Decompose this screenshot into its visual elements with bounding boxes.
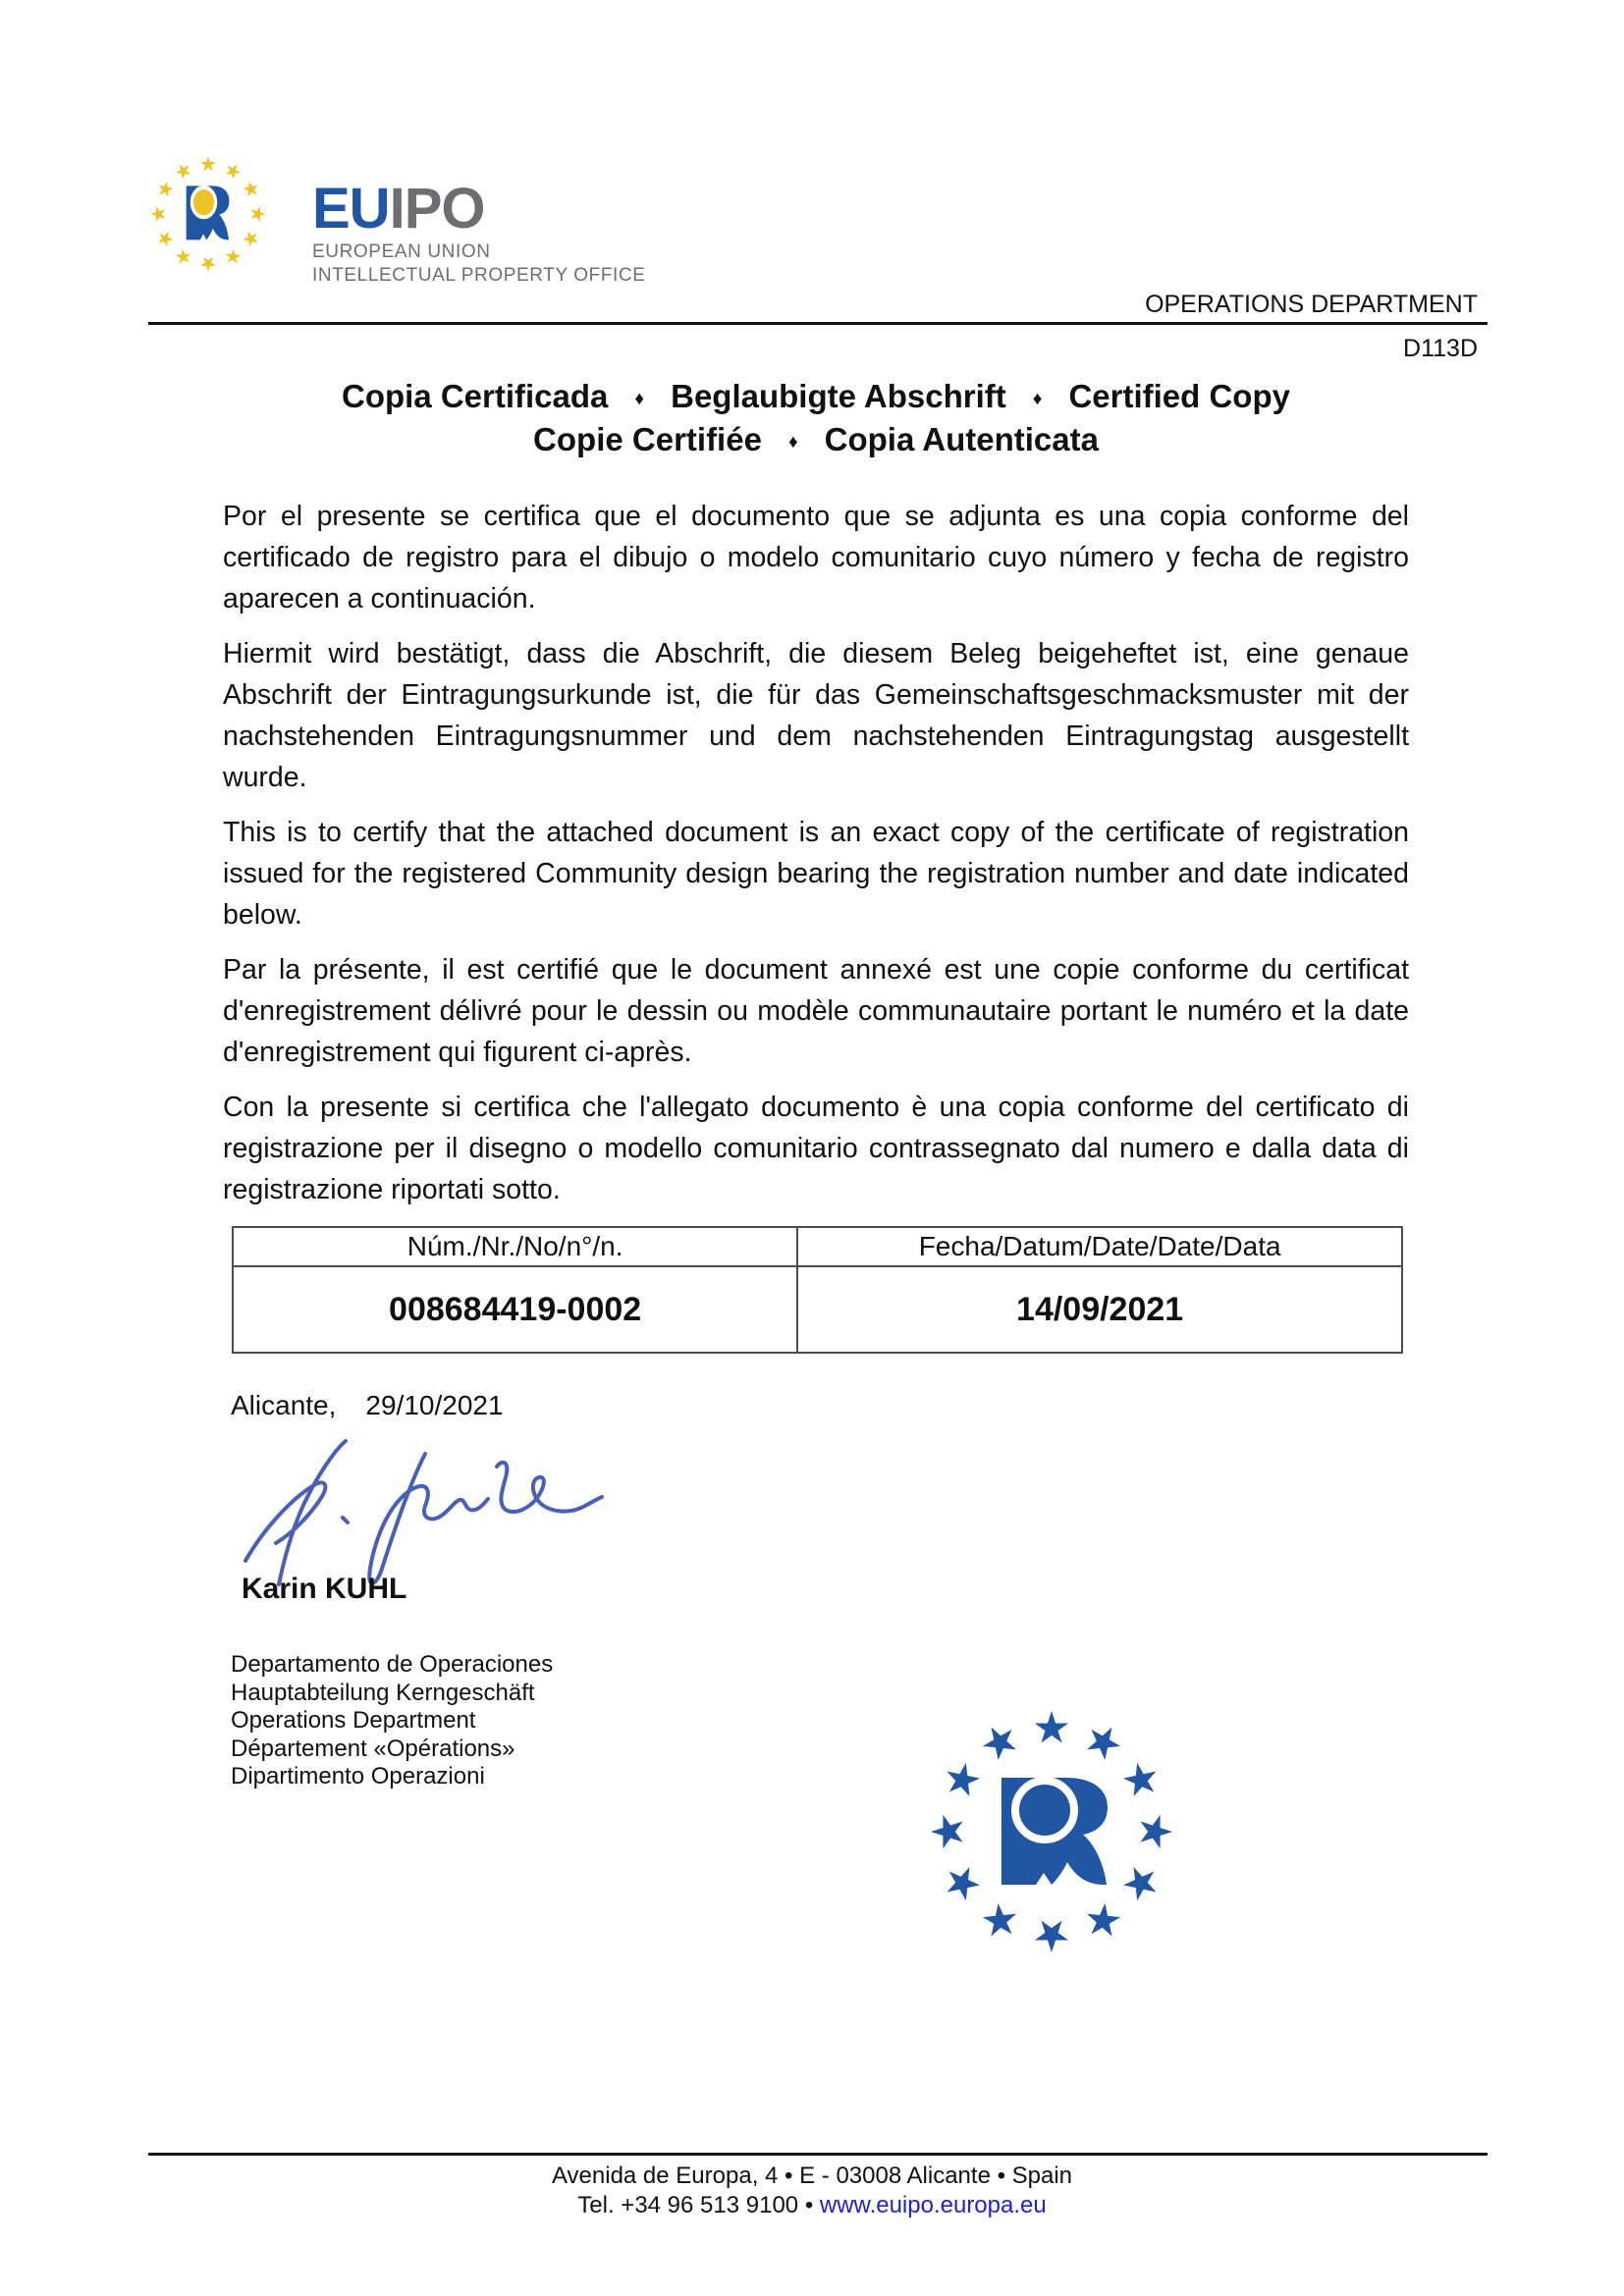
- title-de: Beglaubigte Abschrift: [671, 378, 1006, 414]
- wordmark-ipo: IPO: [389, 177, 485, 240]
- department-en: Operations Department: [231, 1707, 476, 1734]
- registration-table: [232, 1226, 1403, 1354]
- department-list: [231, 1651, 553, 1791]
- wordmark-eu: EU: [312, 177, 390, 240]
- header-rule: [148, 322, 1488, 325]
- department-it: Dipartimento Operazioni: [231, 1763, 485, 1789]
- footer-website-link[interactable]: www.euipo.europa.eu: [819, 2192, 1047, 2218]
- footer: [0, 2162, 1624, 2220]
- title-line-1: [223, 376, 1409, 419]
- form-code: D113D: [1403, 335, 1478, 362]
- footer-address: Avenida de Europa, 4 • E - 03008 Alicante • Spain: [551, 2163, 1073, 2189]
- title-en: Certified Copy: [1068, 378, 1290, 414]
- diamond-separator-icon: ♦: [1032, 389, 1043, 409]
- paragraph-english: This is to certify that the attached document is an exact copy of the certificate of registration issued for the registered Community design bearing the registration number and date indicated below.: [223, 817, 1409, 931]
- paragraph-spanish: Por el presente se certifica que el documento que se adjunta es una copia conforme del certificado de registro para el dibujo o modelo comunitario cuyo número y fecha de registro aparecen a continuación.: [223, 501, 1409, 614]
- wordmark-subline-1: EUROPEAN UNION: [312, 241, 491, 262]
- paragraph-german: Hiermit wird bestätigt, dass die Abschrift, die diesem Beleg beigeheftet ist, eine genaue Abschrift der Eintragungsurkunde ist, die für das Gemeinschaftsgeschmacksmuster mit der nachstehenden Eintragungsnummer und dem nachstehenden Eintragungstag ausgestellt wurde.: [223, 638, 1409, 793]
- footer-tel: Tel. +34 96 513 9100: [577, 2192, 799, 2218]
- diamond-separator-icon: ♦: [634, 389, 645, 409]
- registration-date-value: 14/09/2021: [797, 1266, 1402, 1353]
- title-es: Copia Certificada: [342, 378, 609, 414]
- wordmark-subline-2: INTELLECTUAL PROPERTY OFFICE: [312, 265, 646, 286]
- number-header-cell: Núm./Nr./No/n°/n.: [233, 1227, 797, 1266]
- signer-name: Karin KUHL: [242, 1573, 407, 1605]
- euipo-blue-seal-icon: [904, 1684, 1199, 1979]
- department-de: Hauptabteilung Kerngeschäft: [231, 1679, 535, 1706]
- department-header: OPERATIONS DEPARTMENT: [1145, 291, 1478, 318]
- paragraph-french: Par la présente, il est certifié que le document annexé est une copie conforme du certificat d'enregistrement délivré pour le dessin ou modèle communautaire portant le numéro et la date d'enregistrement qui figurent ci-après.: [223, 954, 1409, 1068]
- registration-number-value: 008684419-0002: [233, 1266, 797, 1353]
- paragraph-italian: Con la presente si certifica che l'allegato documento è una copia conforme del certificato di registrazione per il disegno o modello comunitario contrassegnato dal numero e dalla data di registrazione riportati sotto.: [223, 1092, 1409, 1205]
- registered-design-r-icon: [187, 186, 230, 240]
- document-title: [223, 376, 1409, 462]
- euipo-logo-stars-icon: [147, 153, 269, 275]
- title-line-2: [223, 419, 1409, 462]
- title-fr: Copie Certifiée: [533, 421, 762, 457]
- date-header-cell: Fecha/Datum/Date/Date/Data: [797, 1227, 1402, 1266]
- department-fr: Département «Opérations»: [231, 1735, 515, 1762]
- place-date-line: [231, 1390, 504, 1421]
- signing-date: 29/10/2021: [365, 1390, 504, 1420]
- department-es: Departamento de Operaciones: [231, 1651, 554, 1678]
- diamond-separator-icon: ♦: [787, 432, 798, 453]
- seal-r-icon: [1001, 1778, 1108, 1885]
- certification-text: [223, 496, 1409, 1224]
- euipo-wordmark: [312, 177, 646, 286]
- footer-rule: [148, 2153, 1488, 2156]
- footer-bullet: •: [804, 2192, 814, 2218]
- signing-place: Alicante,: [231, 1390, 337, 1420]
- title-it: Copia Autenticata: [824, 421, 1099, 457]
- footer-contact-line: [0, 2191, 1624, 2220]
